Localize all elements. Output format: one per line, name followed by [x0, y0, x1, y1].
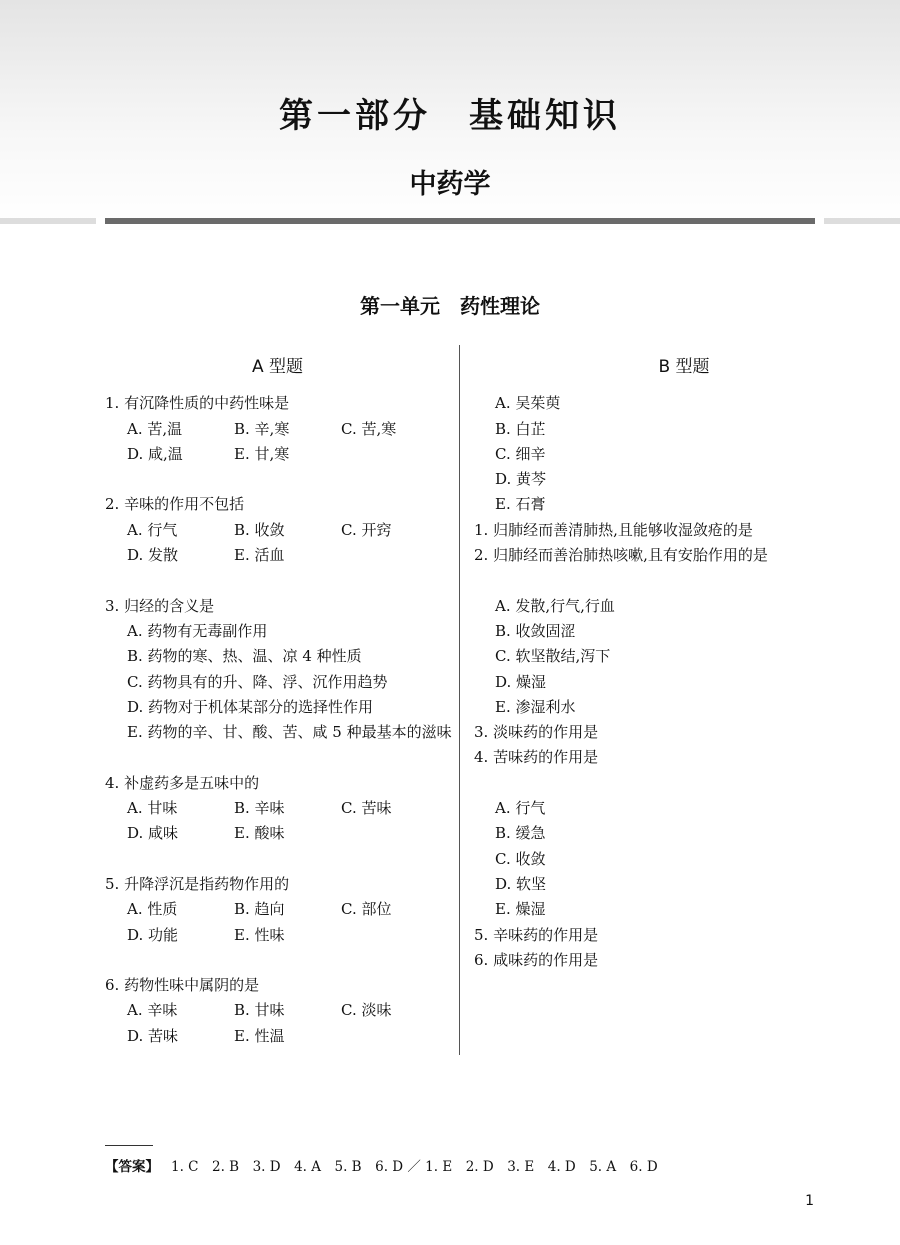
answer-label: 【答案】: [105, 1159, 159, 1175]
question-stem: 4. 苦味药的作用是: [474, 748, 599, 767]
part-title: 第一部分 基础知识: [279, 96, 621, 136]
option: C. 开窍: [341, 520, 392, 539]
option: B. 辛味: [234, 799, 285, 818]
option-row: [105, 670, 450, 695]
option: E. 酸味: [234, 824, 285, 843]
option: E. 石膏: [495, 495, 546, 514]
option-row: [105, 1024, 450, 1049]
option: D. 药物对于机体某部分的选择性作用: [127, 697, 374, 716]
option-row: [105, 998, 450, 1023]
option: E. 活血: [234, 546, 285, 565]
option: A. 行气: [127, 520, 178, 539]
option: C. 软坚散结,泻下: [495, 647, 611, 666]
option-row: [105, 897, 450, 922]
answer-rule: [105, 1145, 153, 1146]
option: E. 燥湿: [495, 900, 546, 919]
header-rule-left: [0, 218, 96, 224]
question-stem: 6. 药物性味中属阴的是: [105, 976, 260, 995]
option: D. 咸味: [127, 824, 179, 843]
option-row: [105, 518, 450, 543]
option: E. 性味: [234, 925, 285, 944]
option: A. 苦,温: [127, 419, 183, 438]
page-number: 1: [805, 1193, 814, 1209]
option: D. 黄芩: [495, 470, 547, 489]
option: C. 部位: [341, 900, 392, 919]
question-stem: 5. 辛味药的作用是: [474, 925, 599, 944]
header-rule-right: [824, 218, 900, 224]
option-row: [105, 644, 450, 669]
question-stem: 1. 有沉降性质的中药性味是: [105, 394, 290, 413]
option: A. 性质: [127, 900, 178, 919]
column-divider: [459, 345, 460, 1055]
option: D. 咸,温: [127, 444, 183, 463]
option: B. 辛,寒: [234, 419, 290, 438]
option-row: [105, 619, 450, 644]
a-type-questions: [105, 355, 450, 1049]
answer-text: 1. C 2. B 3. D 4. A 5. B 6. D ／ 1. E 2. D 3. E 4. D 5. A 6. D: [171, 1159, 658, 1175]
spacer: [105, 745, 450, 770]
spacer: [474, 568, 894, 593]
b-type-questions: [474, 355, 894, 973]
option: B. 缓急: [495, 824, 546, 843]
spacer: [105, 847, 450, 872]
option-row: [105, 923, 450, 948]
a-type-heading: A 型题: [251, 357, 304, 377]
spacer: [105, 948, 450, 973]
spacer: [105, 467, 450, 492]
option: B. 收敛: [234, 520, 285, 539]
header-rule: [105, 218, 815, 224]
option: B. 药物的寒、热、温、凉 4 种性质: [127, 647, 362, 666]
question-stem: 1. 归肺经而善清肺热,且能够收湿敛疮的是: [474, 520, 753, 539]
option: B. 甘味: [234, 1001, 285, 1020]
option-row: [105, 720, 450, 745]
option: D. 苦味: [127, 1026, 179, 1045]
option: E. 甘,寒: [234, 444, 290, 463]
unit-title: 第一单元 药性理论: [360, 294, 540, 318]
option: A. 行气: [495, 799, 546, 818]
option: C. 苦,寒: [341, 419, 397, 438]
option: A. 发散,行气,行血: [495, 596, 615, 615]
option: D. 发散: [127, 546, 179, 565]
option: B. 收敛固涩: [495, 621, 576, 640]
spacer: [105, 568, 450, 593]
option: D. 软坚: [495, 874, 547, 893]
option: E. 性温: [234, 1026, 285, 1045]
option: E. 渗湿利水: [495, 697, 576, 716]
question-stem: 6. 咸味药的作用是: [474, 950, 599, 969]
spacer: [474, 771, 894, 796]
option-row: [105, 417, 450, 442]
option: C. 药物具有的升、降、浮、沉作用趋势: [127, 672, 388, 691]
question-stem: 4. 补虚药多是五味中的: [105, 773, 260, 792]
option: D. 燥湿: [495, 672, 547, 691]
b-type-heading: B 型题: [658, 357, 710, 377]
question-stem: 2. 辛味的作用不包括: [105, 495, 245, 514]
option-row: [105, 821, 450, 846]
question-stem: 3. 归经的含义是: [105, 596, 215, 615]
option: E. 药物的辛、甘、酸、苦、咸 5 种最基本的滋味: [127, 723, 452, 742]
option-row: [105, 543, 450, 568]
option: C. 淡味: [341, 1001, 392, 1020]
option: A. 甘味: [127, 799, 178, 818]
question-stem: 3. 淡味药的作用是: [474, 723, 599, 742]
option: C. 苦味: [341, 799, 392, 818]
option-row: [105, 796, 450, 821]
option-row: [105, 442, 450, 467]
option: A. 药物有无毒副作用: [127, 621, 268, 640]
option: C. 细辛: [495, 444, 546, 463]
option: A. 辛味: [127, 1001, 178, 1020]
question-stem: 2. 归肺经而善治肺热咳嗽,且有安胎作用的是: [474, 546, 768, 565]
answer-key: [105, 1155, 658, 1175]
option: B. 白芷: [495, 419, 546, 438]
option: B. 趋向: [234, 900, 285, 919]
subject-title: 中药学: [409, 169, 491, 200]
option: D. 功能: [127, 925, 179, 944]
question-stem: 5. 升降浮沉是指药物作用的: [105, 874, 290, 893]
option: A. 吴茱萸: [495, 394, 561, 413]
option: C. 收敛: [495, 849, 546, 868]
option-row: [105, 695, 450, 720]
